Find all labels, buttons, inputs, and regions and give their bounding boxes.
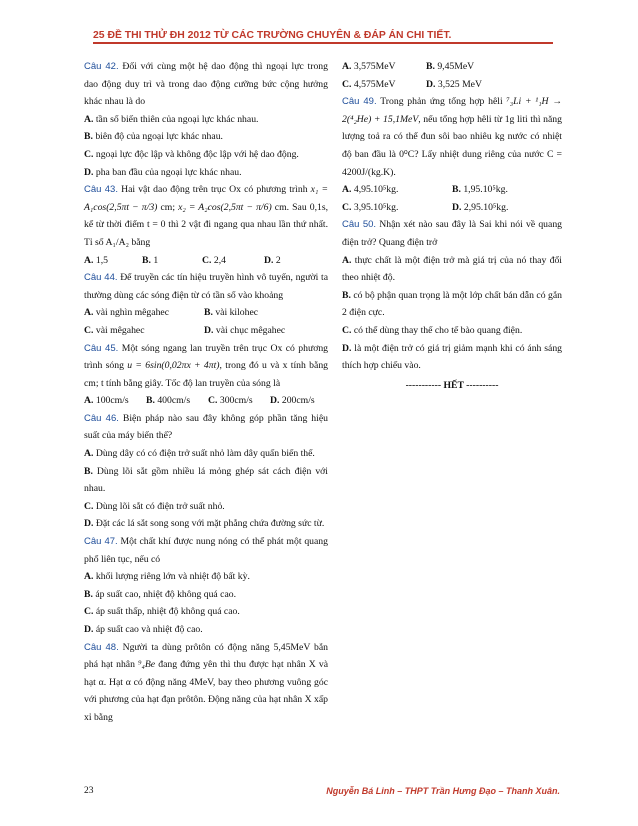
wave-equation: u = 6sin(0,02πx + 4πt) (127, 360, 220, 372)
question-45: Câu 45. Một sóng ngang lan truyền trên trục Ox có phương trình sóng u = 6sin(0,02πx + 4πt), trong đó u và x tính bằng cm; t tính bằng giây. Tốc độ lan truyền của sóng là (84, 342, 329, 389)
nucleus-beryllium: ⁹₄Be (138, 659, 156, 671)
option: D. Đặt các lá sắt song song với mặt phẳng chứa đường sức từ. (84, 518, 325, 530)
question-number: Câu 48. (84, 641, 119, 653)
equation-x2: x₂ = A₂cos(2,5πt − π/6) (178, 201, 272, 213)
question-48: Câu 48. Người ta dùng prôtôn có động năng 5,45MeV bắn phá hạt nhân ⁹₄Be đang đứng yên thì thu được hạt nhân X và hạt α. Hạt α có động năng 4MeV, bay theo phương vuông góc với phương của hạt đạn prôtôn. Động năng của hạt nhân X xấp xỉ bằng (84, 641, 329, 723)
option: B. có bộ phận quan trọng là một lớp chất bán dẫn có gắn 2 điện cực. (342, 289, 563, 319)
question-46: Câu 46. Biện pháp nào sau đây không góp phần tăng hiệu suất của máy biến thế? (84, 412, 328, 442)
option: A. tần số biến thiên của ngoại lực khác nhau. (84, 113, 259, 125)
question-number: Câu 47. (84, 536, 118, 548)
footer-author: Nguyễn Bá Linh – THPT Trần Hưng Đạo – Thanh Xuân. (326, 786, 560, 796)
page-number: 23 (84, 786, 94, 796)
equation-x1: x₁ = A₁cos(2,5πt − π/3) (84, 184, 328, 213)
question-number: Câu 42. (84, 61, 119, 72)
option: C. có thể dùng thay thế cho tế bào quang điện. (342, 324, 523, 336)
option: D. áp suất cao và nhiệt độ cao. (84, 624, 203, 635)
option: B. áp suất cao, nhiệt độ không quá cao. (84, 588, 237, 600)
option: C. ngoại lực độc lập và không độc lập với hệ dao động. (84, 148, 299, 160)
question-text: Đối với cùng một hệ dao động thì ngoại lực trong dao động duy trì và trong dao động cưỡng bức cộng hưởng khác nhau là do (84, 61, 328, 108)
options-row: A. 1,5 B. 1 C. 2,4 D. 2 (84, 254, 281, 266)
options-row: A. vài nghìn mêgahec B. vài kilohec (84, 307, 259, 319)
question-number: Câu 49. (342, 96, 377, 108)
question-43: Câu 43. Hai vật dao động trên trục Ox có phương trình x₁ = A₁cos(2,5πt − π/3) cm; x₂ = A₂cos(2,5πt − π/6) cm. Sau 0,1s, kể từ thời điểm t = 0 thì 2 vật đi ngang qua nhau lần thứ nhất. Tỉ số A₁/A₂ bằng (84, 184, 329, 248)
end-marker: ----------- HẾT ---------- (405, 379, 499, 391)
options-row: C. 4,575MeV D. 3,525 MeV (342, 78, 482, 90)
option: B. biên độ của ngoại lực khác nhau. (84, 131, 223, 143)
question-number: Câu 43. (84, 184, 118, 196)
page-header-title: 25 ĐỀ THI THỬ ĐH 2012 TỪ CÁC TRƯỜNG CHUYÊN & ĐÁP ÁN CHI TIẾT. (93, 30, 452, 41)
question-number: Câu 45. (84, 342, 119, 354)
options-row: A. 4,95.10⁵kg. B. 1,95.10⁵kg. (342, 184, 508, 196)
question-number: Câu 46. (84, 412, 119, 424)
reaction-equation: ⁷₃Li + ¹₁H → 2(⁴₂He) + 15,1MeV (342, 96, 563, 125)
option: A. Dùng dây có có điện trở suất nhỏ làm dây quấn biến thế. (84, 448, 315, 460)
option: D. là một điện trở có giá trị giảm mạnh khi có ánh sáng thích hợp chiếu vào. (342, 342, 563, 372)
question-number: Câu 44. (84, 272, 118, 284)
option: A. khối lượng riêng lớn và nhiệt độ bất kỳ. (84, 571, 250, 583)
option: B. Dùng lõi sắt gồm nhiều lá mỏng ghép sát cách điện với nhau. (84, 465, 328, 495)
right-column (342, 58, 562, 394)
question-44: Câu 44. Để truyền các tín hiệu truyền hình vô tuyến, người ta thường dùng các sóng điện từ có tần số vào khoảng (84, 272, 328, 301)
question-number: Câu 50. (342, 219, 377, 231)
options-row: A. 100cm/s B. 400cm/s C. 300cm/s D. 200cm/s (84, 395, 315, 407)
options-row: C. 3,95.10⁵kg. D. 2,95.10⁵kg. (342, 201, 509, 213)
question-50: Câu 50. Nhận xét nào sau đây là Sai khi nói về quang điện trở? Quang điện trở (342, 219, 563, 248)
question-42 (84, 58, 328, 111)
option: D. pha ban đầu của ngoại lực khác nhau. (84, 166, 242, 178)
left-column (84, 58, 328, 727)
question-47: Câu 47. Một chất khí được nung nóng có thể phát một quang phổ liên tục, nếu có (84, 536, 328, 565)
option: A. thực chất là một điện trở mà giá trị của nó thay đổi theo nhiệt độ. (342, 254, 562, 284)
option: C. áp suất thấp, nhiệt độ không quá cao. (84, 606, 240, 618)
question-49: Câu 49. Trong phản ứng tổng hợp hêli ⁷₃Li + ¹₁H → 2(⁴₂He) + 15,1MeV, nếu tổng hợp hêli từ 1g liti thì năng lượng toả ra có thể đun sôi bao nhiêu kg nước có nhiệt độ ban đầu là 0⁰C? Lấy nhiệt dung riêng của nước C = 4200J/(kg.K). (342, 96, 563, 178)
options-row: C. vài mêgahec D. vài chục mêgahec (84, 324, 286, 336)
option: C. Dùng lõi sắt có điện trở suất nhỏ. (84, 500, 225, 512)
header-divider (93, 42, 553, 44)
options-row: A. 3,575MeV B. 9,45MeV (342, 61, 475, 72)
